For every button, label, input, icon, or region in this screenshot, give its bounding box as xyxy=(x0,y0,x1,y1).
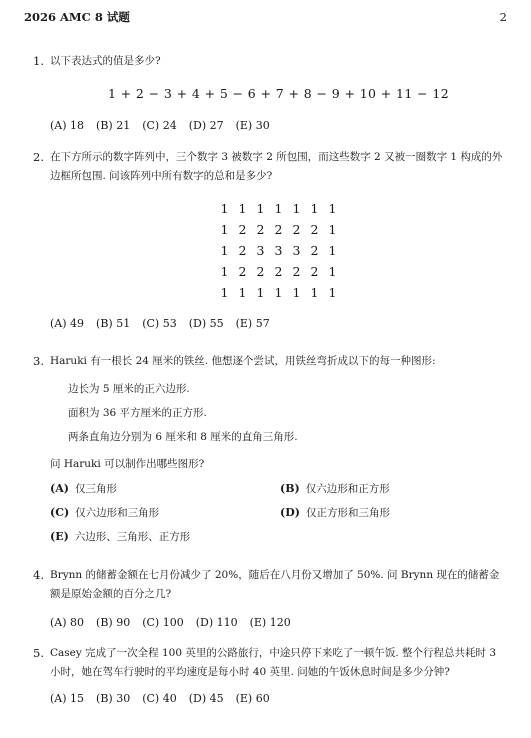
problem-3 xyxy=(24,352,507,546)
grid-cell: 1 xyxy=(328,264,337,279)
grid-cell: 2 xyxy=(256,222,265,237)
choice-d: (D) 55 xyxy=(188,317,224,330)
shape-list xyxy=(68,377,507,449)
choice-c: (C) 24 xyxy=(142,119,177,132)
grid-cell: 2 xyxy=(238,243,247,258)
problem-5 xyxy=(24,644,507,708)
problem-text: 在下方所示的数字阵列中，三个数字 3 被数字 2 所包围，而这些数字 2 又被一圈数字 1 构成的外边框所包围. 问该阵列中所有数字的总和是多少? xyxy=(50,151,503,182)
number-array xyxy=(50,200,507,301)
grid-cell: 3 xyxy=(274,243,283,258)
shape-item: 面积为 36 平方厘米的正方形. xyxy=(68,407,207,419)
choice-e: (E) 30 xyxy=(235,119,270,132)
grid-cell: 2 xyxy=(292,222,301,237)
grid-cell: 1 xyxy=(292,285,301,300)
grid-cell: 1 xyxy=(220,243,229,258)
choice-e: (E) 57 xyxy=(235,317,270,330)
problem-number: 3. xyxy=(33,354,44,368)
choice-e: (E) 六边形、三角形、正方形 xyxy=(50,530,191,543)
grid-cell: 1 xyxy=(274,201,283,216)
problem-number: 5. xyxy=(33,646,44,660)
grid-cell: 1 xyxy=(310,201,319,216)
grid-cell: 2 xyxy=(238,222,247,237)
grid-cell: 2 xyxy=(256,264,265,279)
grid-cell: 1 xyxy=(238,201,247,216)
choice-d: (D) 仅正方形和三角形 xyxy=(280,506,390,519)
grid-cell: 1 xyxy=(220,222,229,237)
grid-cell: 1 xyxy=(310,285,319,300)
problem-number: 4. xyxy=(33,568,44,582)
choice-e: (E) 60 xyxy=(235,692,270,705)
grid-cell: 2 xyxy=(274,264,283,279)
problem-number: 2. xyxy=(33,150,44,164)
choice-b: (B) 仅六边形和正方形 xyxy=(280,482,390,495)
grid-cell: 1 xyxy=(328,285,337,300)
choice-b: (B) 30 xyxy=(96,692,131,705)
grid-cell: 1 xyxy=(256,201,265,216)
grid-cell: 3 xyxy=(292,243,301,258)
choice-c: (C) 53 xyxy=(142,317,177,330)
page-number: 2 xyxy=(499,10,507,24)
choice-c: (C) 40 xyxy=(142,692,177,705)
choice-b: (B) 51 xyxy=(96,317,131,330)
choice-b: (B) 21 xyxy=(96,119,131,132)
choice-a: (A) 49 xyxy=(50,317,85,330)
shape-item: 两条直角边分别为 6 厘米和 8 厘米的直角三角形. xyxy=(68,431,298,443)
grid-cell: 1 xyxy=(220,201,229,216)
answer-choices xyxy=(50,480,507,546)
choice-d: (D) 45 xyxy=(188,692,224,705)
grid-cell: 3 xyxy=(256,243,265,258)
grid-cell: 1 xyxy=(328,243,337,258)
choice-c: (C) 100 xyxy=(142,616,184,629)
grid-cell: 2 xyxy=(274,222,283,237)
answer-choices xyxy=(50,315,507,333)
choice-c: (C) 仅六边形和三角形 xyxy=(50,506,160,519)
grid-cell: 1 xyxy=(274,285,283,300)
grid-cell: 1 xyxy=(328,222,337,237)
problem-1 xyxy=(24,52,507,135)
answer-choices xyxy=(50,690,507,708)
shape-item: 边长为 5 厘米的正六边形. xyxy=(68,383,190,395)
problem-expression: 1 + 2 − 3 + 4 + 5 − 6 + 7 + 8 − 9 + 10 + 11 − 12 xyxy=(107,86,450,101)
answer-choices xyxy=(50,117,507,135)
problem-text: Casey 完成了一次全程 100 英里的公路旅行，中途只停下来吃了一顿午饭. 整个行程总共耗时 3 小时，她在驾车行驶时的平均速度是每小时 40 英里. 问她的午饭休息时间是多少分钟? xyxy=(50,647,497,678)
choice-d: (D) 110 xyxy=(195,616,238,629)
problem-text: 以下表达式的值是多少? xyxy=(50,55,161,67)
choice-a: (A) 仅三角形 xyxy=(50,482,117,495)
page-title: 2026 AMC 8 试题 xyxy=(24,10,130,24)
problem-question: 问 Haruki 可以制作出哪些图形? xyxy=(50,458,205,470)
problem-number: 1. xyxy=(33,54,44,68)
choice-b: (B) 90 xyxy=(96,616,131,629)
problem-2 xyxy=(24,148,507,333)
choice-d: (D) 27 xyxy=(188,119,224,132)
grid-cell: 1 xyxy=(220,285,229,300)
grid-cell: 2 xyxy=(292,264,301,279)
grid-cell: 2 xyxy=(310,243,319,258)
grid-cell: 2 xyxy=(310,264,319,279)
problem-4 xyxy=(24,566,507,632)
problem-text: Brynn 的储蓄金额在七月份减少了 20%，随后在八月份又增加了 50%. 问 Brynn 现在的储蓄金额是原始金额的百分之几? xyxy=(50,569,500,600)
grid-cell: 1 xyxy=(292,201,301,216)
grid-cell: 1 xyxy=(238,285,247,300)
problem-text: Haruki 有一根长 24 厘米的铁丝. 他想逐个尝试，用铁丝弯折成以下的每一种图形: xyxy=(50,355,436,367)
grid-cell: 2 xyxy=(238,264,247,279)
answer-choices xyxy=(50,614,507,632)
choice-a: (A) 18 xyxy=(50,119,85,132)
grid-cell: 1 xyxy=(256,285,265,300)
grid-cell: 2 xyxy=(310,222,319,237)
choice-e: (E) 120 xyxy=(249,616,291,629)
grid-cell: 1 xyxy=(328,201,337,216)
page-header xyxy=(24,8,507,26)
grid-cell: 1 xyxy=(220,264,229,279)
choice-a: (A) 80 xyxy=(50,616,85,629)
choice-a: (A) 15 xyxy=(50,692,85,705)
